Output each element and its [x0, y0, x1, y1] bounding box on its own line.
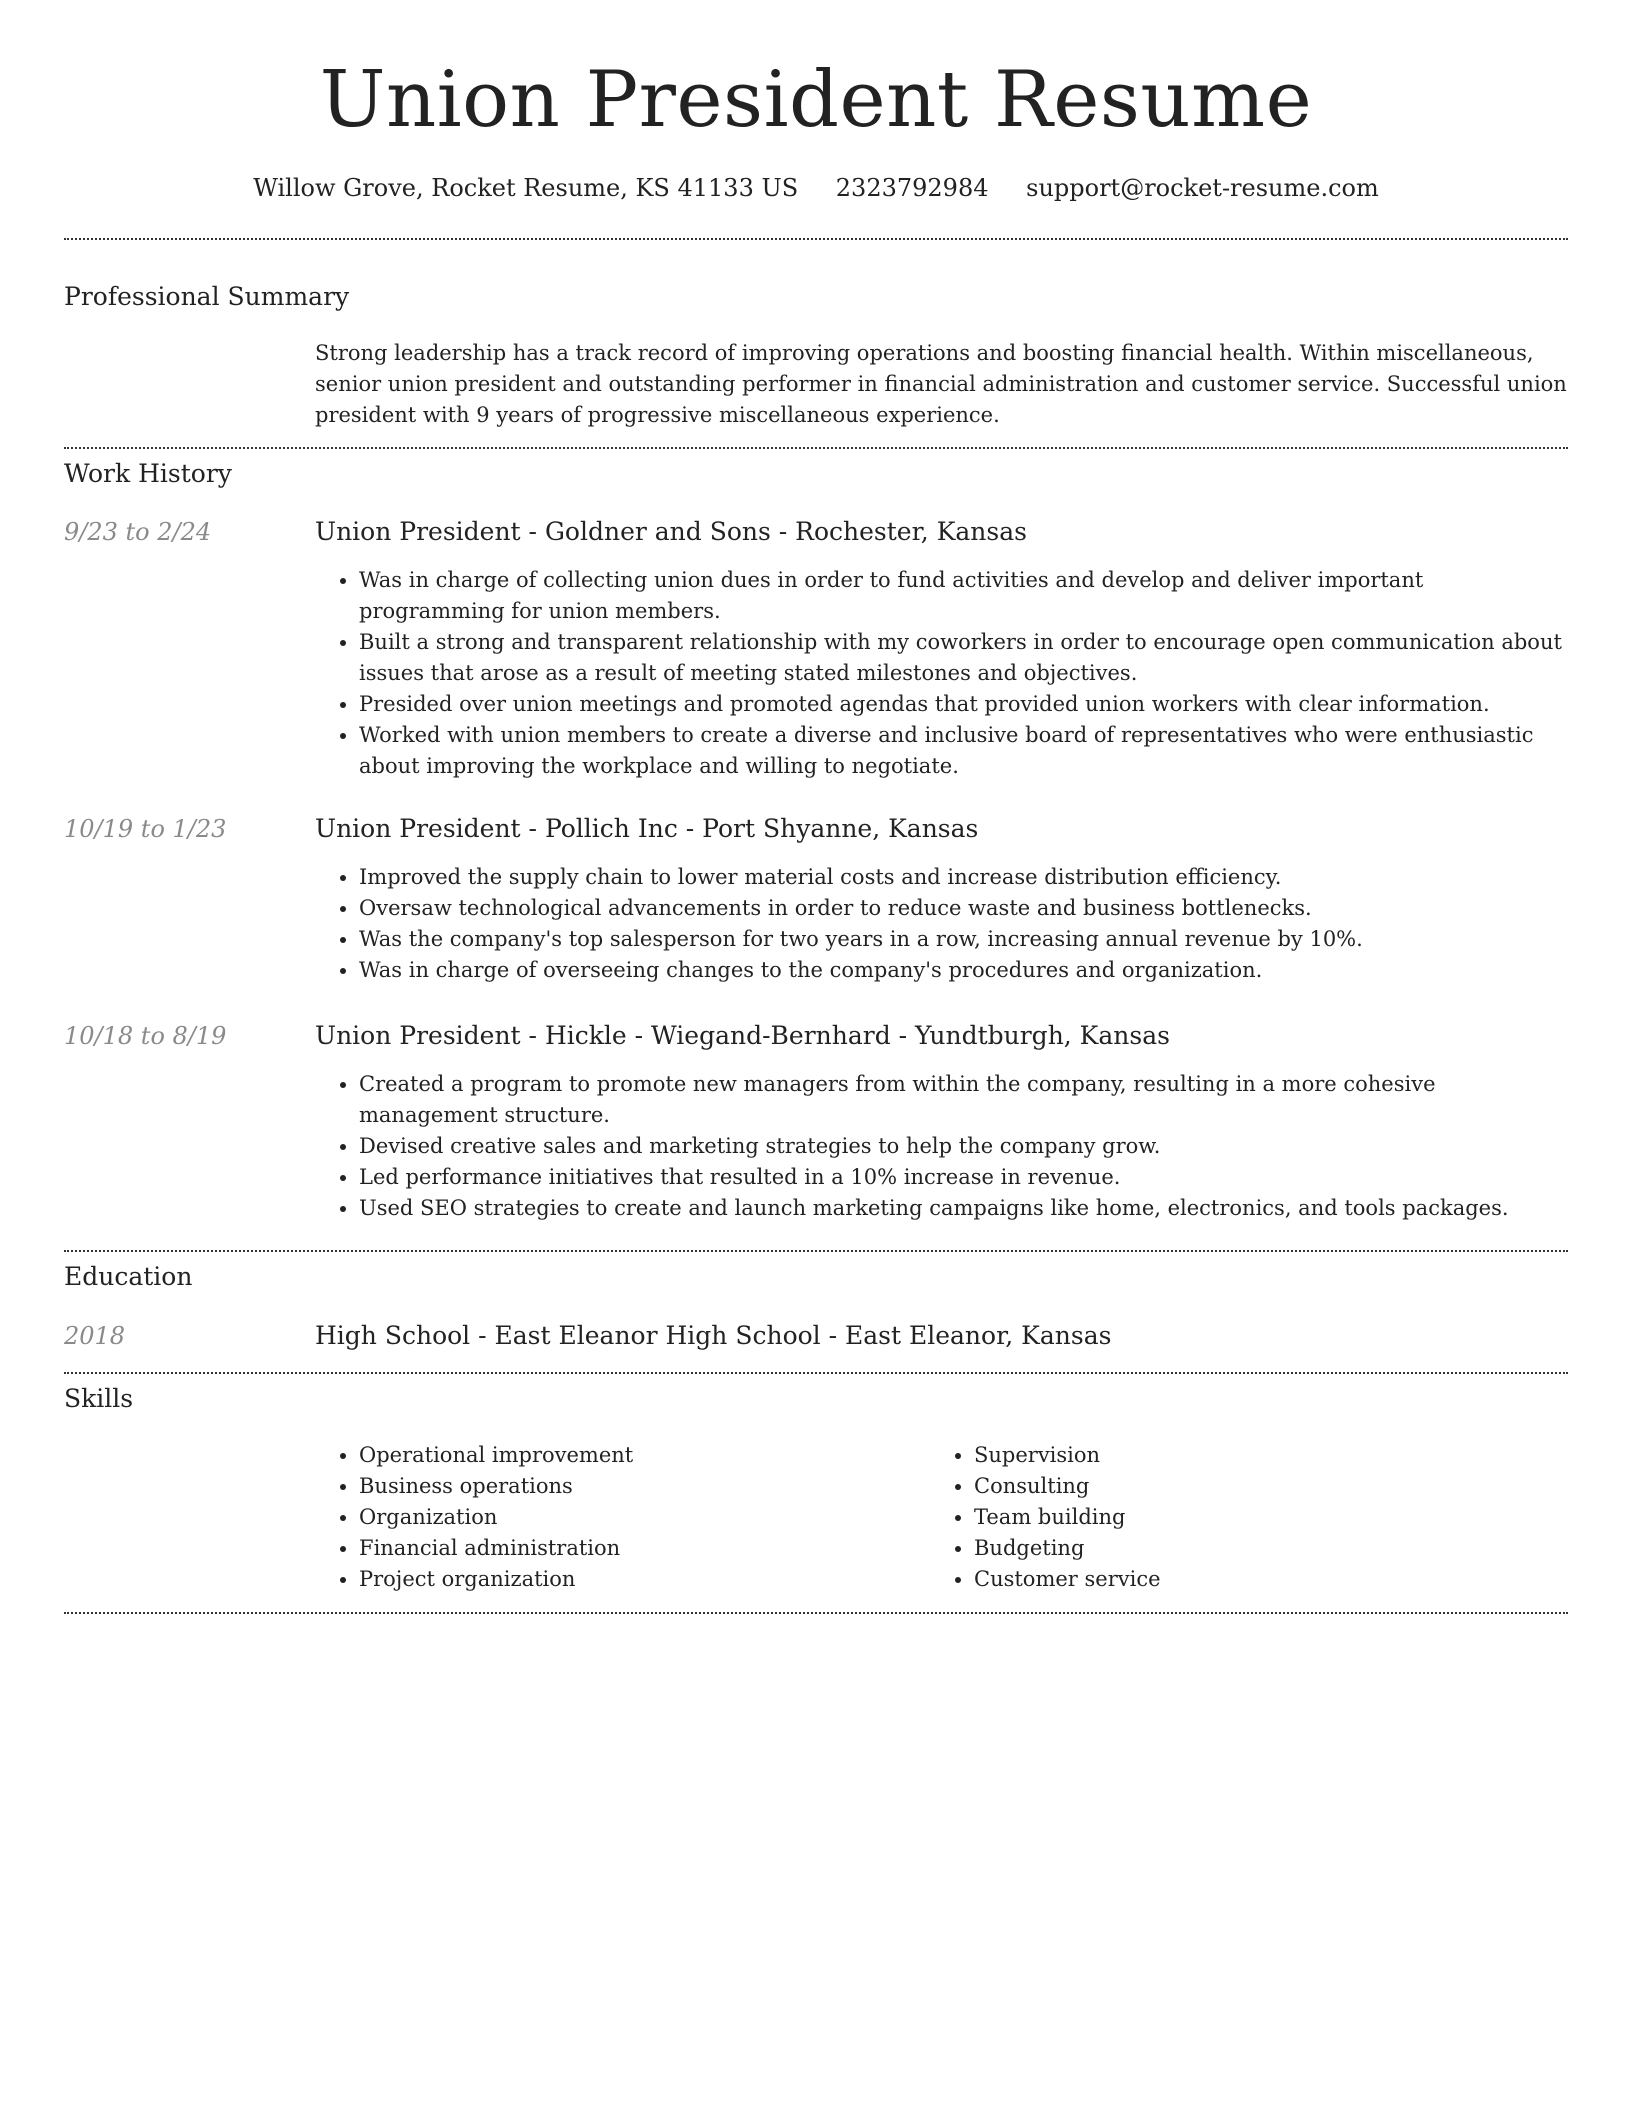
summary-divider [64, 447, 1568, 449]
job-title: Union President - Hickle - Wiegand-Bernhard - Yundtburgh, Kansas [315, 1021, 1170, 1050]
skills-divider [64, 1612, 1568, 1614]
contact-phone: 2323792984 [835, 174, 989, 202]
list-item: • Devised creative sales and marketing strategies to help the company grow. [359, 1131, 1568, 1162]
skill-item: • Project organization [359, 1564, 919, 1595]
work-heading: Work History [64, 459, 232, 488]
education-title: High School - East Eleanor High School - East Eleanor, Kansas [315, 1321, 1112, 1350]
summary-text: Strong leadership has a track record of improving operations and boosting financial health. Within miscellaneous, senior union president and outstanding performer in financial administration and customer service. Successful union president with 9 years of progressive miscellaneous experience. [315, 341, 1567, 427]
summary-heading: Professional Summary [64, 282, 350, 311]
job-bullets [315, 565, 1568, 782]
education-year: 2018 [64, 1322, 126, 1350]
list-item: • Led performance initiatives that resulted in a 10% increase in revenue. [359, 1162, 1568, 1193]
skill-item: • Operational improvement [359, 1440, 919, 1471]
list-item: • Improved the supply chain to lower material costs and increase distribution efficiency. [359, 862, 1568, 893]
list-item: • Built a strong and transparent relationship with my coworkers in order to encourage open communication about issues that arose as a result of meeting stated milestones and objectives. [359, 627, 1568, 689]
job-bullets [315, 862, 1568, 986]
skill-item: • Team building [974, 1502, 1534, 1533]
skill-item: • Business operations [359, 1471, 919, 1502]
job-title: Union President - Goldner and Sons - Rochester, Kansas [315, 517, 1027, 546]
skills-list-left [315, 1440, 919, 1595]
list-item: • Was in charge of collecting union dues in order to fund activities and develop and deliver important programming for union members. [359, 565, 1568, 627]
contact-email: support@rocket-resume.com [1026, 174, 1379, 202]
skill-item: • Budgeting [974, 1533, 1534, 1564]
list-item: • Was in charge of overseeing changes to the company's procedures and organization. [359, 955, 1568, 986]
list-item: • Presided over union meetings and promoted agendas that provided union workers with clear information. [359, 689, 1568, 720]
skill-item: • Organization [359, 1502, 919, 1533]
skills-list-right [930, 1440, 1534, 1595]
page-title: Union President Resume [319, 55, 1313, 145]
header-divider [64, 238, 1568, 240]
list-item: • Was the company's top salesperson for two years in a row, increasing annual revenue by 10%. [359, 924, 1568, 955]
list-item: • Worked with union members to create a diverse and inclusive board of representatives who were enthusiastic about improving the workplace and willing to negotiate. [359, 720, 1568, 782]
list-item: • Used SEO strategies to create and launch marketing campaigns like home, electronics, and tools packages. [359, 1193, 1568, 1224]
education-heading: Education [64, 1262, 193, 1291]
job-title: Union President - Pollich Inc - Port Shyanne, Kansas [315, 814, 979, 843]
skill-item: • Supervision [974, 1440, 1534, 1471]
contact-address: Willow Grove, Rocket Resume, KS 41133 US [253, 174, 799, 202]
job-dates: 10/18 to 8/19 [64, 1022, 227, 1050]
job-dates: 9/23 to 2/24 [64, 518, 212, 546]
skill-item: • Customer service [974, 1564, 1534, 1595]
job-bullets [315, 1069, 1568, 1224]
job-dates: 10/19 to 1/23 [64, 815, 227, 843]
work-divider [64, 1250, 1568, 1252]
education-divider [64, 1372, 1568, 1374]
list-item: • Oversaw technological advancements in order to reduce waste and business bottlenecks. [359, 893, 1568, 924]
skill-item: • Consulting [974, 1471, 1534, 1502]
skills-heading: Skills [64, 1384, 134, 1413]
skill-item: • Financial administration [359, 1533, 919, 1564]
contact-line [64, 172, 1568, 204]
list-item: • Created a program to promote new managers from within the company, resulting in a more cohesive management structure. [359, 1069, 1568, 1131]
